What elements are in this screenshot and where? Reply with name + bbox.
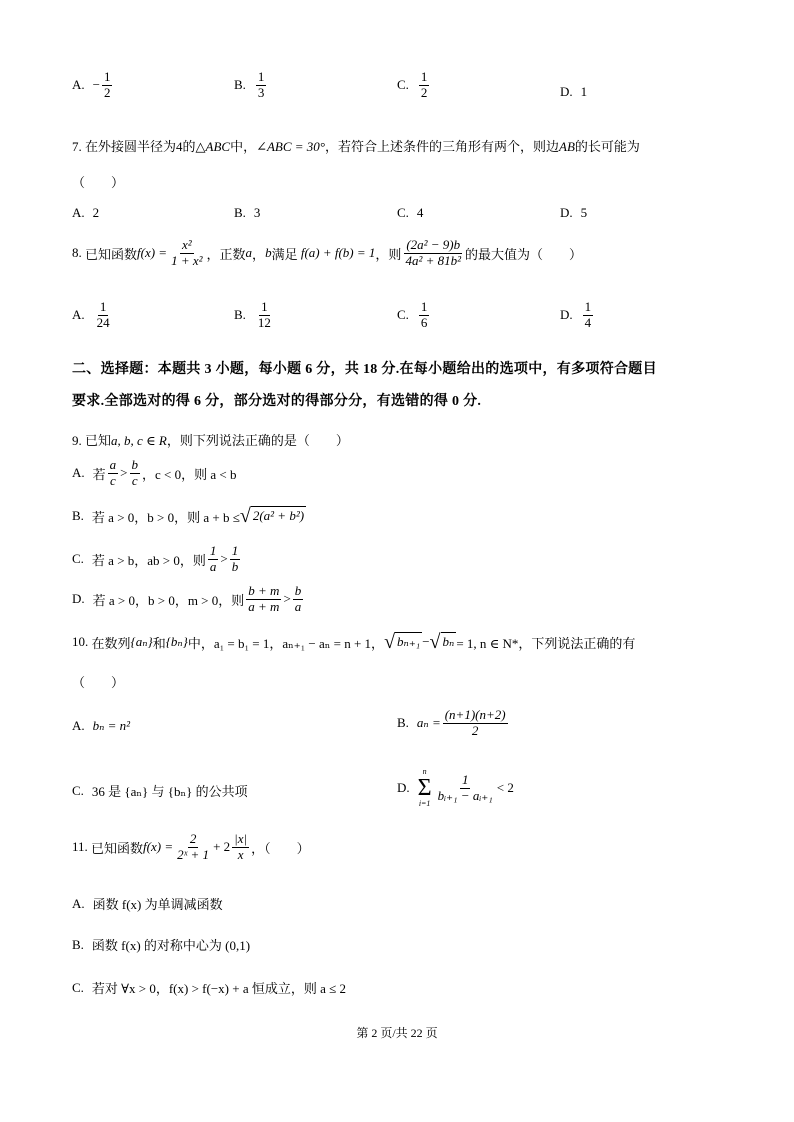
q6-option-a: A. − $\frac{1}{2}$ [72, 69, 111, 100]
q10-stem: 10. 在数列 {aₙ} 和 {bₙ} 中，a₁ = b₁ = 1，aₙ₊₁ − aₙ = n + 1， √ bₙ₊₁ − √ bₙ = 1, n ∈ N*，下列说法正确的有 [72, 631, 636, 653]
q11-option-a: A. 函数 f(x) 为单调减函数 [72, 895, 223, 912]
q10-option-c: C. 36 是 {aₙ} 与 {bₙ} 的公共项 [72, 782, 248, 799]
q6-b-fraction: $\frac{1}{3}$ [257, 69, 265, 100]
q10-blank: （ ） [72, 675, 125, 690]
q8-function-fraction: $\frac{\text{x²}}{\text{1 + x²}}$ [171, 237, 203, 268]
q8-option-d: D. $\frac{1}{4}$ [560, 299, 592, 330]
q9-option-c: C. 若 a > b，ab > 0，则 $\frac{1}{a}$ > $\frac{1}{b}$ [72, 543, 239, 574]
q11-option-b: B. 函数 f(x) 的对称中心为 (0,1) [72, 936, 251, 953]
q11-stem: 11. 已知函数 f(x) = $\frac{2}{\text{2ˣ + 1}}$ + 2 $\frac{|x|}{x}$ ，（ ） [72, 831, 310, 862]
q7-option-d: D. 5 [560, 205, 588, 220]
q6-option-b: B. $\frac{1}{3}$ [234, 69, 265, 100]
q7-option-b: B. 3 [234, 205, 261, 220]
q7-option-c: C. 4 [397, 205, 424, 220]
q6-option-d: D. 1 [560, 84, 588, 99]
q6-a-fraction: $\frac{1}{2}$ [103, 69, 111, 100]
q10-option-a: A. bₙ = n² [72, 718, 131, 733]
q11-option-c: C. 若对 ∀x > 0，f(x) > f(−x) + a 恒成立，则 a ≤ 2 [72, 979, 346, 996]
summation-icon: n Σ i=1 [417, 767, 432, 808]
q10-option-b: B. aₙ = $\frac{(n+1)(n+2)}{2}$ [397, 707, 506, 738]
section2-heading-line1: 二、选择题：本题共 3 小题，每小题 6 分，共 18 分.在每小题给出的选项中，有多项符合题目 [72, 362, 657, 377]
q8-stem: 8. 已知函数 f(x) = $\frac{\text{x²}}{\text{1 + x²}}$ ，正数 a ， b 满足 f(a) + f(b) = 1 ，则 $\frac{\text{(2a² − 9)b}}{\text{4a² + 81b²}}$ 的最大值为（ ） [72, 237, 583, 268]
q9-stem: 9. 已知a, b, c ∈ R，则下列说法正确的是（ ） [72, 433, 349, 448]
q7-blank: （ ） [72, 175, 125, 190]
q10-option-d: D. n Σ i=1 $\frac{1}{\text{bᵢ₊₁ − aᵢ₊₁}}$ < 2 [397, 767, 514, 808]
q9-option-a: A. 若 $\frac{a}{c}$ > $\frac{b}{c}$ ，c < 0，则 a < b [72, 457, 237, 488]
q6-option-c: C. $\frac{1}{2}$ [397, 69, 428, 100]
q9-option-b: B. 若 a > 0，b > 0，则 a + b ≤ √ 2(a² + b²) [72, 505, 305, 527]
q9-b-sqrt: √ 2(a² + b²) [239, 505, 305, 527]
q8-option-b: B. $\frac{1}{12}$ [234, 299, 271, 330]
q7-stem: 7. 在外接圆半径为4的△ABC中，∠ABC = 30°，若符合上述条件的三角形有两个，则边AB的长可能为 [72, 139, 640, 154]
q6-c-fraction: $\frac{1}{2}$ [420, 69, 428, 100]
q7-option-a: A. 2 [72, 205, 100, 220]
q9-option-d: D. 若 a > 0，b > 0，m > 0，则 $\frac{b + m}{a + m}$ > $\frac{b}{a}$ [72, 583, 302, 614]
q8-option-c: C. $\frac{1}{6}$ [397, 299, 428, 330]
q8-option-a: A. $\frac{1}{24}$ [72, 299, 110, 330]
section2-heading-line2: 要求.全部选对的得 6 分，部分选对的得部分分，有选错的得 0 分. [72, 394, 482, 409]
q8-expression-fraction: $\frac{\text{(2a² − 9)b}}{\text{4a² + 81b²}}$ [405, 237, 462, 268]
page-footer: 第 2 页/共 22 页 [356, 1026, 438, 1040]
